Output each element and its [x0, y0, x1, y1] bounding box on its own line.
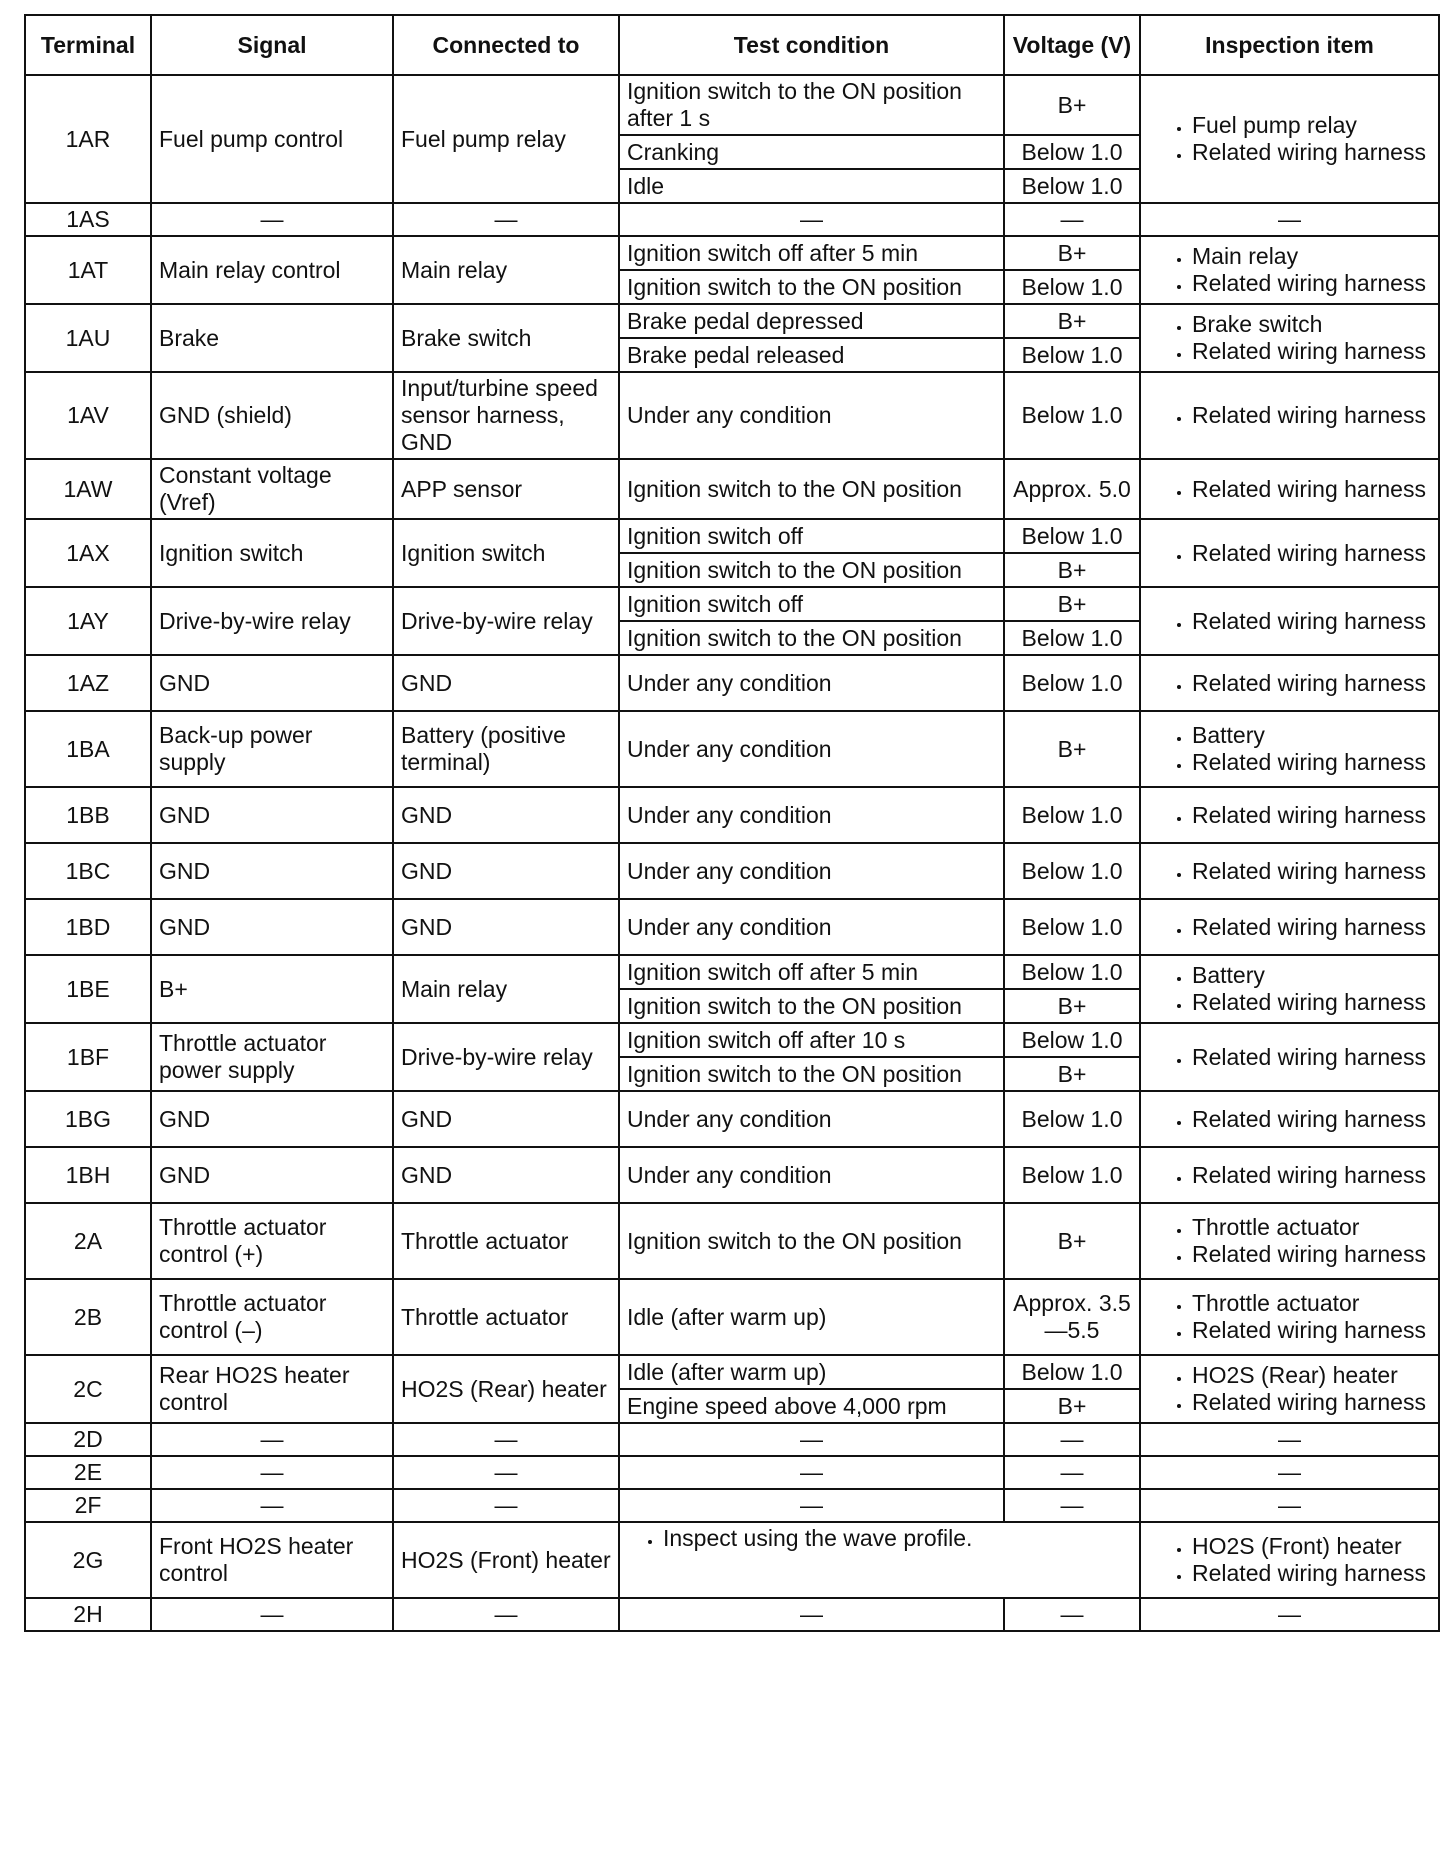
- voltage-cell: —: [1004, 203, 1140, 236]
- inspection-list: [1148, 1362, 1431, 1416]
- header-connected-to: Connected to: [393, 15, 619, 75]
- inspection-item: • Related wiring harness: [1192, 1241, 1431, 1268]
- connected-to-cell: HO2S (Front) heater: [393, 1522, 619, 1598]
- voltage-cell: Below 1.0: [1004, 899, 1140, 955]
- connected-to-cell: Input/turbine speed sensor harness, GND: [393, 372, 619, 459]
- terminal-cell: 1AT: [25, 236, 151, 304]
- inspection-list: [1148, 1106, 1431, 1133]
- test-condition-cell: Under any condition: [619, 655, 1004, 711]
- terminal-cell: 1AR: [25, 75, 151, 203]
- header-voltage: Voltage (V): [1004, 15, 1140, 75]
- inspection-item: • Related wiring harness: [1192, 989, 1431, 1016]
- connected-to-cell: GND: [393, 1091, 619, 1147]
- inspection-item: • Related wiring harness: [1192, 670, 1431, 697]
- test-condition-cell: Ignition switch off after 5 min: [619, 955, 1004, 989]
- inspection-list: [1148, 476, 1431, 503]
- inspection-item: • Related wiring harness: [1192, 1044, 1431, 1071]
- inspection-item: • Battery: [1192, 722, 1431, 749]
- inspection-item: • Related wiring harness: [1192, 608, 1431, 635]
- voltage-cell: B+: [1004, 236, 1140, 270]
- voltage-cell: Below 1.0: [1004, 338, 1140, 372]
- voltage-cell: B+: [1004, 989, 1140, 1023]
- terminal-cell: 1BD: [25, 899, 151, 955]
- signal-cell: Main relay control: [151, 236, 393, 304]
- inspection-list: [1148, 722, 1431, 776]
- terminal-cell: 1AZ: [25, 655, 151, 711]
- table-row: [25, 1023, 1439, 1057]
- signal-cell: GND: [151, 1147, 393, 1203]
- inspection-list: [1148, 858, 1431, 885]
- test-condition-cell: Ignition switch to the ON position: [619, 989, 1004, 1023]
- test-condition-cell: Ignition switch off after 10 s: [619, 1023, 1004, 1057]
- inspection-item: • Related wiring harness: [1192, 858, 1431, 885]
- inspection-cell: [1140, 1091, 1439, 1147]
- voltage-cell: B+: [1004, 1203, 1140, 1279]
- inspection-item: • Throttle actuator: [1192, 1290, 1431, 1317]
- test-condition-cell: Ignition switch to the ON position after 1 s: [619, 75, 1004, 135]
- terminal-cell: 1AW: [25, 459, 151, 519]
- inspection-item: • Related wiring harness: [1192, 1162, 1431, 1189]
- inspection-cell: [1140, 236, 1439, 304]
- test-condition-cell: Under any condition: [619, 843, 1004, 899]
- signal-cell: GND: [151, 787, 393, 843]
- voltage-cell: B+: [1004, 587, 1140, 621]
- voltage-cell: B+: [1004, 553, 1140, 587]
- voltage-cell: Approx. 3.5—5.5: [1004, 1279, 1140, 1355]
- inspection-cell: [1140, 1522, 1439, 1598]
- inspection-list: [1148, 1290, 1431, 1344]
- signal-cell: Brake: [151, 304, 393, 372]
- table-row: [25, 1279, 1439, 1355]
- inspection-item: • Related wiring harness: [1192, 749, 1431, 776]
- table-row: [25, 1598, 1439, 1631]
- inspection-cell: [1140, 304, 1439, 372]
- voltage-cell: B+: [1004, 711, 1140, 787]
- header-terminal: Terminal: [25, 15, 151, 75]
- voltage-cell: —: [1004, 1598, 1140, 1631]
- inspection-item: • HO2S (Front) heater: [1192, 1533, 1431, 1560]
- table-row: [25, 1355, 1439, 1389]
- table-row: [25, 203, 1439, 236]
- terminal-cell: 1BE: [25, 955, 151, 1023]
- test-condition-cell: Under any condition: [619, 787, 1004, 843]
- table-row: [25, 711, 1439, 787]
- inspection-item: • Battery: [1192, 962, 1431, 989]
- signal-cell: —: [151, 1489, 393, 1522]
- header-test-condition: Test condition: [619, 15, 1004, 75]
- inspection-list: [1148, 802, 1431, 829]
- test-condition-cell: Brake pedal released: [619, 338, 1004, 372]
- inspection-cell: [1140, 711, 1439, 787]
- inspection-cell: [1140, 1489, 1439, 1522]
- terminal-cell: 1AS: [25, 203, 151, 236]
- test-condition-cell: Idle (after warm up): [619, 1279, 1004, 1355]
- terminal-voltage-table-sheet: [24, 14, 1438, 1632]
- header-inspection-item: Inspection item: [1140, 15, 1439, 75]
- connected-to-cell: Ignition switch: [393, 519, 619, 587]
- inspection-cell: [1140, 655, 1439, 711]
- inspection-item: • Fuel pump relay: [1192, 112, 1431, 139]
- signal-cell: Constant voltage (Vref): [151, 459, 393, 519]
- connected-to-cell: —: [393, 1598, 619, 1631]
- inspection-text: —: [1278, 206, 1301, 232]
- terminal-cell: 2C: [25, 1355, 151, 1423]
- connected-to-cell: APP sensor: [393, 459, 619, 519]
- signal-cell: GND: [151, 655, 393, 711]
- test-condition-cell: Under any condition: [619, 711, 1004, 787]
- signal-cell: GND (shield): [151, 372, 393, 459]
- signal-cell: —: [151, 1456, 393, 1489]
- table-row: [25, 236, 1439, 270]
- voltage-cell: Approx. 5.0: [1004, 459, 1140, 519]
- connected-to-cell: Fuel pump relay: [393, 75, 619, 203]
- inspection-item: • Related wiring harness: [1192, 1317, 1431, 1344]
- table-row: [25, 787, 1439, 843]
- table-header-row: [25, 15, 1439, 75]
- test-condition-cell: Ignition switch to the ON position: [619, 553, 1004, 587]
- inspection-text: —: [1278, 1426, 1301, 1452]
- voltage-cell: Below 1.0: [1004, 655, 1140, 711]
- voltage-cell: B+: [1004, 304, 1140, 338]
- inspection-item: • HO2S (Rear) heater: [1192, 1362, 1431, 1389]
- connected-to-cell: —: [393, 1456, 619, 1489]
- inspection-item: • Related wiring harness: [1192, 270, 1431, 297]
- connected-to-cell: Brake switch: [393, 304, 619, 372]
- connected-to-cell: GND: [393, 843, 619, 899]
- inspection-cell: [1140, 1355, 1439, 1423]
- test-condition-cell: Ignition switch to the ON position: [619, 1057, 1004, 1091]
- test-condition-cell: Idle: [619, 169, 1004, 203]
- signal-cell: —: [151, 203, 393, 236]
- signal-cell: Throttle actuator power supply: [151, 1023, 393, 1091]
- connected-to-cell: Main relay: [393, 236, 619, 304]
- voltage-cell: Below 1.0: [1004, 169, 1140, 203]
- inspection-list: [1148, 243, 1431, 297]
- table-row: [25, 372, 1439, 459]
- test-condition-cell: Cranking: [619, 135, 1004, 169]
- table-row: [25, 75, 1439, 135]
- signal-cell: B+: [151, 955, 393, 1023]
- voltage-cell: Below 1.0: [1004, 787, 1140, 843]
- voltage-cell: Below 1.0: [1004, 1147, 1140, 1203]
- table-row: [25, 899, 1439, 955]
- test-condition-cell: Under any condition: [619, 1091, 1004, 1147]
- table-row: [25, 587, 1439, 621]
- table-row: [25, 1091, 1439, 1147]
- inspection-item: • Related wiring harness: [1192, 1560, 1431, 1587]
- inspection-item: • Brake switch: [1192, 311, 1431, 338]
- signal-cell: —: [151, 1423, 393, 1456]
- inspection-item: • Related wiring harness: [1192, 338, 1431, 365]
- test-condition-cell: Under any condition: [619, 899, 1004, 955]
- terminal-cell: 1AU: [25, 304, 151, 372]
- inspection-cell: [1140, 1279, 1439, 1355]
- wave-note-list: [627, 1525, 1132, 1552]
- inspection-list: [1148, 112, 1431, 166]
- inspection-cell: [1140, 1456, 1439, 1489]
- test-condition-cell: Brake pedal depressed: [619, 304, 1004, 338]
- voltage-cell: Below 1.0: [1004, 843, 1140, 899]
- voltage-cell: Below 1.0: [1004, 955, 1140, 989]
- voltage-cell: —: [1004, 1423, 1140, 1456]
- table-row: [25, 519, 1439, 553]
- signal-cell: Throttle actuator control (+): [151, 1203, 393, 1279]
- header-signal: Signal: [151, 15, 393, 75]
- signal-cell: Rear HO2S heater control: [151, 1355, 393, 1423]
- connected-to-cell: Throttle actuator: [393, 1279, 619, 1355]
- inspection-cell: [1140, 459, 1439, 519]
- connected-to-cell: Battery (positive terminal): [393, 711, 619, 787]
- inspection-item: • Related wiring harness: [1192, 540, 1431, 567]
- voltage-cell: Below 1.0: [1004, 135, 1140, 169]
- terminal-cell: 1AX: [25, 519, 151, 587]
- signal-cell: Throttle actuator control (–): [151, 1279, 393, 1355]
- inspection-list: [1148, 402, 1431, 429]
- inspection-list: [1148, 608, 1431, 635]
- signal-cell: Back-up power supply: [151, 711, 393, 787]
- terminal-cell: 1BG: [25, 1091, 151, 1147]
- signal-cell: GND: [151, 899, 393, 955]
- inspection-item: • Main relay: [1192, 243, 1431, 270]
- terminal-cell: 1BA: [25, 711, 151, 787]
- signal-cell: Ignition switch: [151, 519, 393, 587]
- signal-cell: Front HO2S heater control: [151, 1522, 393, 1598]
- inspection-cell: [1140, 372, 1439, 459]
- test-condition-cell: Ignition switch off after 5 min: [619, 236, 1004, 270]
- inspection-cell: [1140, 519, 1439, 587]
- inspection-cell: [1140, 1423, 1439, 1456]
- inspection-list: [1148, 1214, 1431, 1268]
- test-condition-cell: Ignition switch to the ON position: [619, 1203, 1004, 1279]
- connected-to-cell: GND: [393, 787, 619, 843]
- connected-to-cell: —: [393, 1489, 619, 1522]
- inspection-list: [1148, 962, 1431, 1016]
- test-condition-cell: Engine speed above 4,000 rpm: [619, 1389, 1004, 1423]
- table-row: [25, 1456, 1439, 1489]
- inspection-item: • Related wiring harness: [1192, 802, 1431, 829]
- inspection-text: —: [1278, 1459, 1301, 1485]
- terminal-cell: 1BF: [25, 1023, 151, 1091]
- inspection-item: • Related wiring harness: [1192, 1389, 1431, 1416]
- inspection-item: • Throttle actuator: [1192, 1214, 1431, 1241]
- test-condition-cell: Ignition switch off: [619, 519, 1004, 553]
- voltage-cell: Below 1.0: [1004, 1091, 1140, 1147]
- table-body: [25, 75, 1439, 1631]
- inspection-cell: [1140, 843, 1439, 899]
- table-row: [25, 955, 1439, 989]
- test-condition-cell: —: [619, 1489, 1004, 1522]
- inspection-item: • Related wiring harness: [1192, 1106, 1431, 1133]
- terminal-cell: 2E: [25, 1456, 151, 1489]
- inspection-item: • Related wiring harness: [1192, 402, 1431, 429]
- connected-to-cell: GND: [393, 655, 619, 711]
- inspection-cell: [1140, 587, 1439, 655]
- inspection-item: • Related wiring harness: [1192, 476, 1431, 503]
- inspection-cell: [1140, 899, 1439, 955]
- connected-to-cell: GND: [393, 899, 619, 955]
- table-row: [25, 459, 1439, 519]
- wave-note: • Inspect using the wave profile.: [663, 1525, 1132, 1552]
- wave-note-cell: [619, 1522, 1140, 1598]
- table-row: [25, 1423, 1439, 1456]
- inspection-list: [1148, 1533, 1431, 1587]
- table-row: [25, 304, 1439, 338]
- voltage-cell: Below 1.0: [1004, 621, 1140, 655]
- terminal-cell: 2F: [25, 1489, 151, 1522]
- table-row: [25, 1203, 1439, 1279]
- inspection-item: • Related wiring harness: [1192, 139, 1431, 166]
- inspection-cell: [1140, 1203, 1439, 1279]
- inspection-cell: [1140, 1147, 1439, 1203]
- signal-cell: Fuel pump control: [151, 75, 393, 203]
- terminal-cell: 2A: [25, 1203, 151, 1279]
- inspection-cell: [1140, 203, 1439, 236]
- table-row: [25, 1522, 1439, 1598]
- test-condition-cell: —: [619, 1456, 1004, 1489]
- voltage-cell: —: [1004, 1456, 1140, 1489]
- inspection-list: [1148, 914, 1431, 941]
- table-row: [25, 843, 1439, 899]
- connected-to-cell: Drive-by-wire relay: [393, 1023, 619, 1091]
- terminal-cell: 2B: [25, 1279, 151, 1355]
- connected-to-cell: Drive-by-wire relay: [393, 587, 619, 655]
- voltage-cell: Below 1.0: [1004, 1023, 1140, 1057]
- voltage-cell: —: [1004, 1489, 1140, 1522]
- terminal-cell: 2D: [25, 1423, 151, 1456]
- signal-cell: Drive-by-wire relay: [151, 587, 393, 655]
- terminal-cell: 1BC: [25, 843, 151, 899]
- table-row: [25, 655, 1439, 711]
- inspection-cell: [1140, 1023, 1439, 1091]
- inspection-cell: [1140, 955, 1439, 1023]
- terminal-cell: 2G: [25, 1522, 151, 1598]
- inspection-list: [1148, 540, 1431, 567]
- terminal-cell: 1BH: [25, 1147, 151, 1203]
- inspection-text: —: [1278, 1601, 1301, 1627]
- connected-to-cell: Throttle actuator: [393, 1203, 619, 1279]
- voltage-cell: Below 1.0: [1004, 519, 1140, 553]
- connected-to-cell: —: [393, 1423, 619, 1456]
- test-condition-cell: Idle (after warm up): [619, 1355, 1004, 1389]
- test-condition-cell: Ignition switch to the ON position: [619, 270, 1004, 304]
- table-row: [25, 1147, 1439, 1203]
- test-condition-cell: Ignition switch to the ON position: [619, 459, 1004, 519]
- signal-cell: GND: [151, 1091, 393, 1147]
- connected-to-cell: GND: [393, 1147, 619, 1203]
- inspection-list: [1148, 1162, 1431, 1189]
- terminal-cell: 1AY: [25, 587, 151, 655]
- signal-cell: GND: [151, 843, 393, 899]
- test-condition-cell: Under any condition: [619, 372, 1004, 459]
- terminal-cell: 2H: [25, 1598, 151, 1631]
- inspection-cell: [1140, 1598, 1439, 1631]
- voltage-cell: B+: [1004, 75, 1140, 135]
- test-condition-cell: —: [619, 1598, 1004, 1631]
- test-condition-cell: Under any condition: [619, 1147, 1004, 1203]
- voltage-cell: Below 1.0: [1004, 270, 1140, 304]
- inspection-cell: [1140, 787, 1439, 843]
- voltage-cell: B+: [1004, 1389, 1140, 1423]
- test-condition-cell: —: [619, 203, 1004, 236]
- test-condition-cell: —: [619, 1423, 1004, 1456]
- connected-to-cell: HO2S (Rear) heater: [393, 1355, 619, 1423]
- inspection-list: [1148, 670, 1431, 697]
- connected-to-cell: Main relay: [393, 955, 619, 1023]
- voltage-cell: Below 1.0: [1004, 372, 1140, 459]
- test-condition-cell: Ignition switch off: [619, 587, 1004, 621]
- signal-cell: —: [151, 1598, 393, 1631]
- inspection-text: —: [1278, 1492, 1301, 1518]
- voltage-cell: Below 1.0: [1004, 1355, 1140, 1389]
- voltage-cell: B+: [1004, 1057, 1140, 1091]
- terminal-voltage-table: [24, 14, 1440, 1632]
- connected-to-cell: —: [393, 203, 619, 236]
- terminal-cell: 1BB: [25, 787, 151, 843]
- inspection-list: [1148, 1044, 1431, 1071]
- inspection-list: [1148, 311, 1431, 365]
- test-condition-cell: Ignition switch to the ON position: [619, 621, 1004, 655]
- inspection-cell: [1140, 75, 1439, 203]
- table-row: [25, 1489, 1439, 1522]
- inspection-item: • Related wiring harness: [1192, 914, 1431, 941]
- terminal-cell: 1AV: [25, 372, 151, 459]
